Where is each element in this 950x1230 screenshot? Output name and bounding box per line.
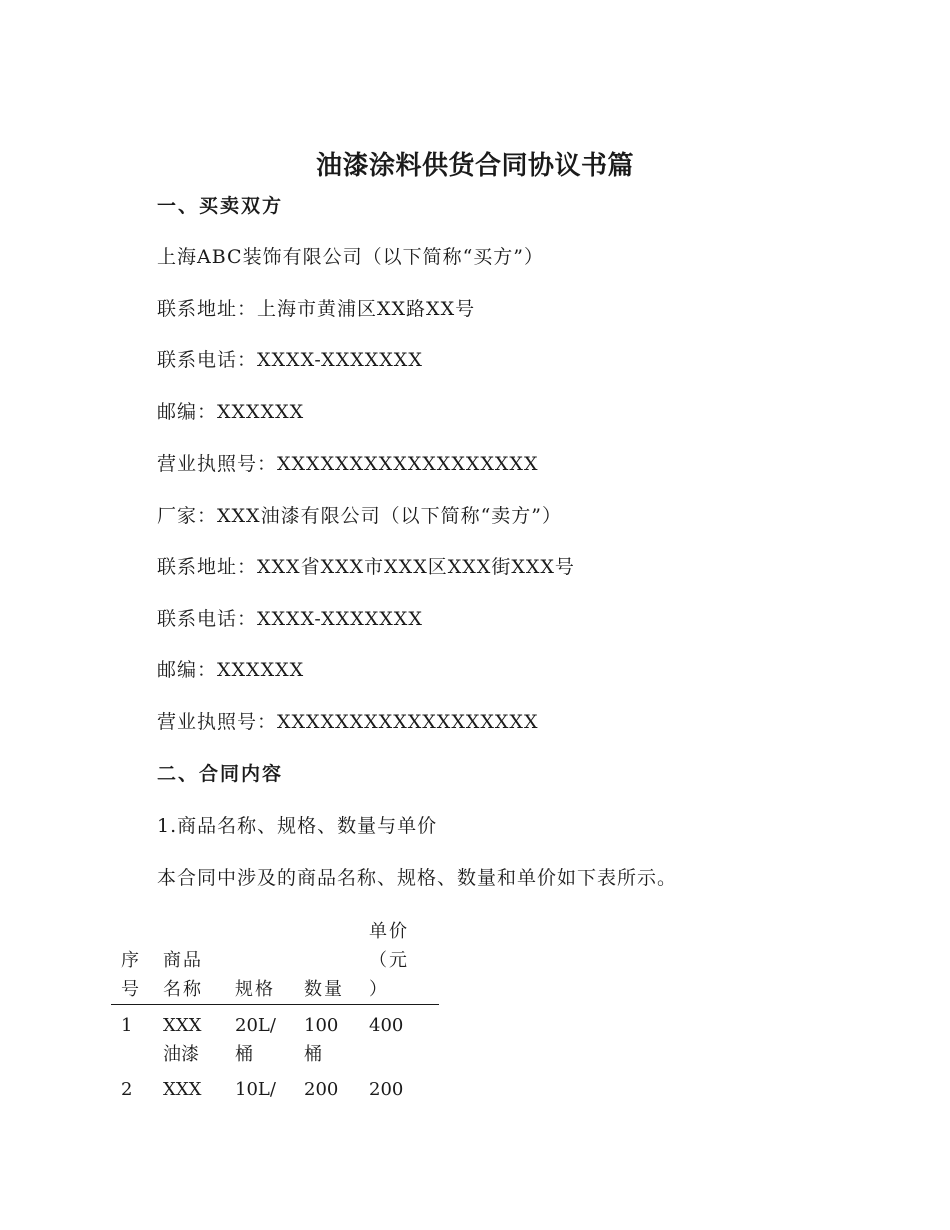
goods-table xyxy=(111,918,439,1103)
table-cell: 2 xyxy=(121,1079,133,1100)
header-unit-price: 单价 （元 ） xyxy=(369,921,409,1000)
table-cell: 100 桶 xyxy=(304,1015,339,1065)
table-cell: 200 xyxy=(304,1079,339,1100)
seller-phone: 联系电话：XXXX-XXXXXXX xyxy=(157,608,423,630)
seller-name: 厂家：XXX油漆有限公司（以下简称“卖方”） xyxy=(157,505,563,527)
buyer-phone: 联系电话：XXXX-XXXXXXX xyxy=(157,349,423,371)
section-heading-contract: 二、合同内容 xyxy=(157,763,284,785)
seller-license: 营业执照号：XXXXXXXXXXXXXXXXXX xyxy=(157,711,539,733)
header-quantity: 数量 xyxy=(304,979,344,1000)
table-cell: 400 xyxy=(369,1015,404,1036)
subheading-goods: 1.商品名称、规格、数量与单价 xyxy=(157,815,438,837)
table-cell: XXX 油漆 xyxy=(163,1015,202,1065)
table-cell: 1 xyxy=(121,1015,133,1036)
header-index: 序 号 xyxy=(121,950,141,1000)
table-header-row xyxy=(111,918,439,1005)
buyer-name: 上海ABC装饰有限公司（以下简称“买方”） xyxy=(157,246,545,268)
header-spec: 规格 xyxy=(235,979,275,1000)
buyer-address: 联系地址：上海市黄浦区XX路XX号 xyxy=(157,298,476,320)
table-intro: 本合同中涉及的商品名称、规格、数量和单价如下表所示。 xyxy=(157,867,678,889)
table-cell: 200 xyxy=(369,1079,404,1100)
table-row xyxy=(111,1005,439,1069)
seller-postcode: 邮编：XXXXXX xyxy=(157,659,305,681)
table-row xyxy=(111,1069,439,1103)
table-cell: 10L/ xyxy=(235,1079,276,1100)
seller-address: 联系地址：XXX省XXX市XXX区XXX街XXX号 xyxy=(157,556,575,578)
header-product-name: 商品 名称 xyxy=(163,950,203,1000)
section-heading-parties: 一、买卖双方 xyxy=(157,195,284,217)
document-title: 油漆涂料供货合同协议书篇 xyxy=(315,151,634,181)
table-cell: XXX xyxy=(163,1079,202,1100)
buyer-postcode: 邮编：XXXXXX xyxy=(157,401,305,423)
table-cell: 20L/ 桶 xyxy=(235,1015,276,1065)
buyer-license: 营业执照号：XXXXXXXXXXXXXXXXXX xyxy=(157,453,539,475)
